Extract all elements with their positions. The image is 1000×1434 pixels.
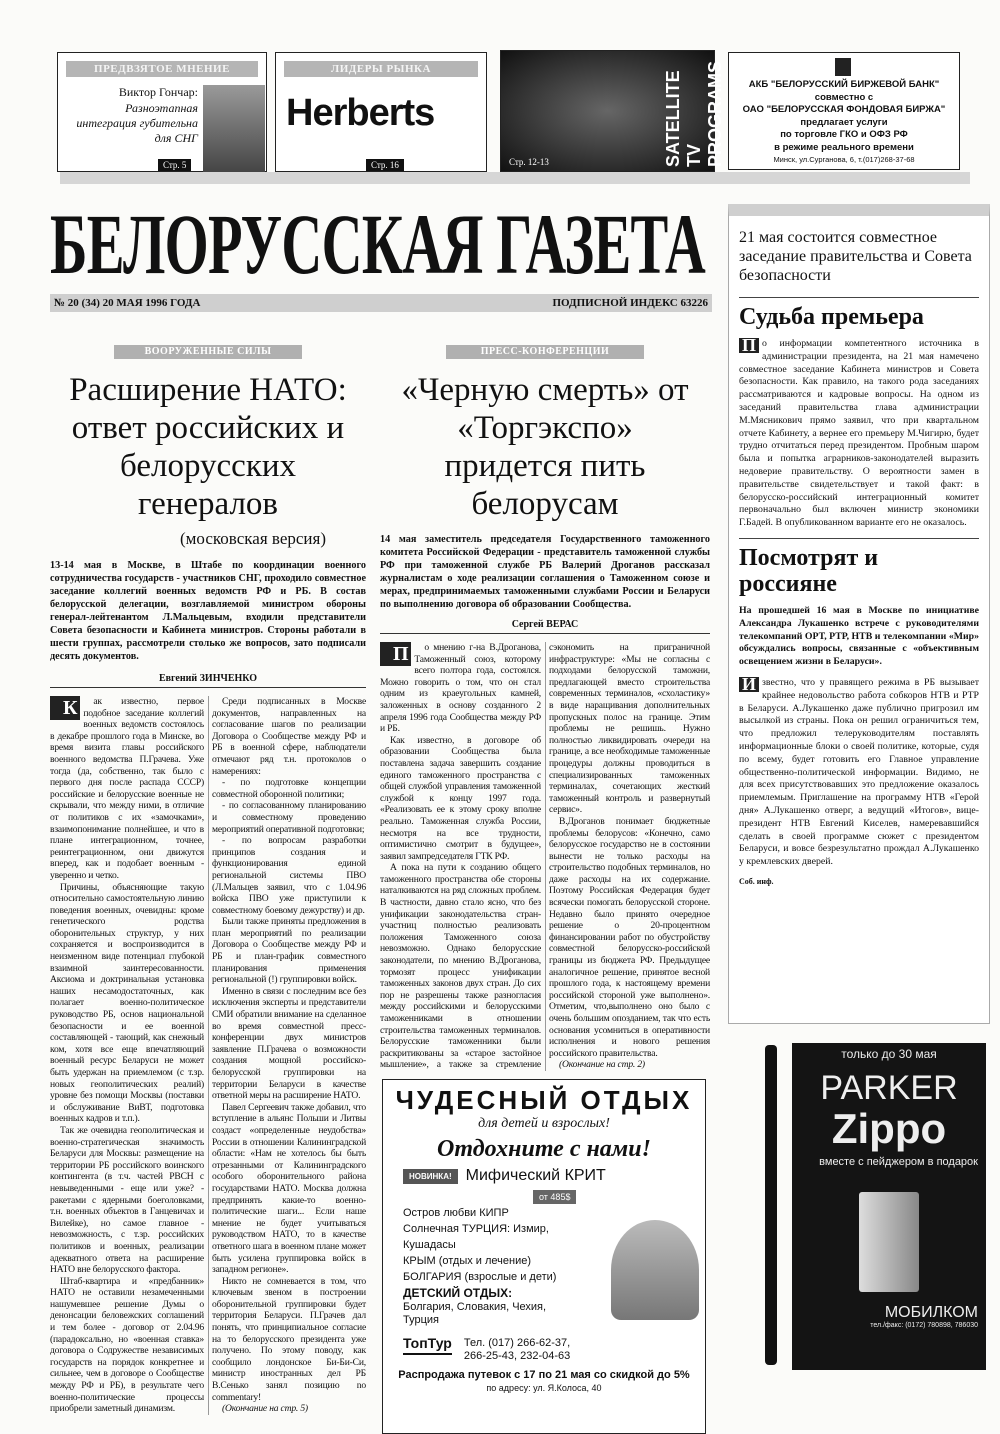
article-lead: 13-14 мая в Москве, в Штабе по координации военного сотрудничества государств - участников СНГ, проходило совместное заседание коллегий военных ведомств РФ и РБ. В состав белорусской делегации, возглавляемой министром обороны генерал-лейтенантом Л.Мальцевым, входили представители Совета безопасности и Кабинета министров. Стороны работали в шести группах, рассмотрели столько же вопросов, зато подписали десять документов. <box>50 560 366 662</box>
bank-line: совместно с <box>814 91 874 103</box>
subscription-index: ПОДПИСНОЙ ИНДЕКС 63226 <box>552 297 708 309</box>
teaser-label: ПРЕДВЗЯТОЕ МНЕНИЕ <box>66 61 258 77</box>
author-photo <box>203 85 265 173</box>
bank-line: в режиме реального времени <box>774 141 914 153</box>
sidebar-headline-premier: Судьба премьера <box>739 297 979 330</box>
article-paragraph: - по согласованному планированию и совместному проведению мероприятий оперативной подготовки; <box>212 800 366 835</box>
parker-zippo-ad[interactable] <box>792 1043 986 1370</box>
herberts-logo: Herberts <box>286 92 435 134</box>
sidebar-signature: Соб. инф. <box>739 876 774 886</box>
newspaper-title: БЕЛОРУССКАЯ ГАЗЕТА <box>50 196 706 292</box>
section-label: ВООРУЖЕННЫЕ СИЛЫ <box>114 345 302 359</box>
page-ref: Стр. 5 <box>158 159 191 171</box>
teaser-opinion[interactable] <box>57 52 267 172</box>
article-headline: «Черную смерть» от «Торгэкспо» придется пить белорусам <box>401 372 689 522</box>
article-paragraph: По мнению г-на В.Дроганова, Таможенный союз, которому всего полтора года, состоялся. Можно говорить о том, что он стал одним из краеугольных камней, заложенных в основу созданного 2 апреля 1996 года Сообщества между РФ и РБ. <box>380 642 541 735</box>
teaser-satellite-tv[interactable] <box>500 50 725 172</box>
ad-address: по адресу: ул. Я.Колоса, 40 <box>486 1383 602 1393</box>
new-badge: НОВИНКА! <box>403 1169 458 1184</box>
teaser-author: Виктор Гончар: <box>118 85 198 99</box>
article-author: Евгений ЗИНЧЕНКО <box>50 673 366 688</box>
article-paragraph: Среди подписанных в Москве документов, направленных на согласование шагов по реализации Договора о Сообществе между РФ и РБ в военной сфере, наблюдатели отмечают ряд т.н. протоколов о намерениях: <box>212 696 366 777</box>
mobilcom-logo: МОБИЛКОМ <box>884 1304 978 1321</box>
article-paragraph: Штаб-квартира и «предбанник» НАТО не оставили незамеченными нашумевшее решение Думы о денонсации беловежских соглашений и тем более - договор от 2.04.96 (парадоксально, но «военная ставка» договора о Содружестве независимых государств на порядок конкретнее и сильнее, чем в договоре о Сообществе между РФ и РБ), в результате чего военно-политические процессы приобрели заметный динамизм. <box>50 1275 204 1415</box>
article-lead: 14 мая заместитель председателя Государственного таможенного комитета Российской Федерации - представитель таможенной службы РФ при таможенной службе РБ Валерий Дроганов рассказал журналистам о ходе реализации соглашения о Таможенном союзе и мерах, предпринимаемых таможенными службами России и Беларуси по выполнению договора об образовании Сообщества. <box>380 534 710 610</box>
sidebar-lead-russians: На прошедшей 16 мая в Москве по инициативе Александра Лукашенко встрече с руководителями телекомпаний ОРТ, РТР, НТВ и телекомпании «Мир» обсуждались вопросы, связанные с «объективным освещением жизни в Беларуси». <box>739 604 979 668</box>
bank-line: ОАО "БЕЛОРУССКАЯ ФОНДОВАЯ БИРЖА" <box>742 104 946 115</box>
lighter-image <box>859 1192 919 1292</box>
travel-ad[interactable] <box>382 1079 706 1434</box>
article-body <box>380 642 710 1071</box>
article-author: Сергей ВЕРАС <box>380 619 710 634</box>
toptour-logo: ТопТур <box>403 1337 452 1355</box>
teaser-market-leaders[interactable] <box>275 52 487 172</box>
article-paragraph: (Окончание на стр. 5) <box>222 1403 308 1415</box>
ad-line: Солнечная ТУРЦИЯ: Измир, Кушадасы <box>403 1223 549 1251</box>
ad-line: Остров любви КИПР <box>403 1207 509 1219</box>
bank-line: по торговле ГКО и ОФЗ РФ <box>780 129 908 140</box>
article-paragraph: Как известно, первое подобное заседание коллегий военных ведомств состоялось в декабре прошлого года в Минске, во время визита главы российского военного ведомства П.Грачева. Уже тогда (да, собственно, так было с первого дня после распада СССР) российские и белорусские военные не скрывали, что между ними, в отличие от политиков с их «замочками», взаимопонимание полнейшее, и что в плане интеграционном, точнее, реинтеграционном, они движутся вперед, как и подобает военным - уверенно и четко. <box>50 696 204 881</box>
article-paragraph: В.Дроганов понимает бюджетные проблемы белорусов: «Конечно, само белорусское государство не в состоянии вынести не только расходы на строительство подобных терминалов, но даже расходы на их содержание. Поэтому Российская Федерация будет всячески помогать белорусской стороне. Недавно было принято очередное решение о 20-процентном финансировании работ по обустройству совместной белорусско-российской границы из бюджета РФ. Предыдущее аналогичное решение, принятое весной прошлого года, к настоящему времени российской стороной уже выполнено». Отметим, что,выполнено оно было с очень большим опозданием, так что есть основания усомниться в оперативности исполнения и нового решения российского правительства. <box>549 815 710 1059</box>
section-label: ПРЕСС-КОНФЕРЕНЦИИ <box>446 345 644 359</box>
ad-title: ЧУДЕСНЫЙ ОТДЫХ <box>395 1085 693 1115</box>
article-customs <box>380 345 710 1071</box>
teaser-label: ЛИДЕРЫ РЫНКА <box>284 61 478 77</box>
bank-address: Минск, ул.Сурганова, 6, т.(017)268-37-68 <box>773 155 915 164</box>
sidebar-text-premier: По информации компетентного источника в администрации президента, на 21 мая намечено совместное заседание Кабинета министров и Совета безопасности. Как правило, на такого рода заседаниях рассматриваются и кадровые вопросы. На одном из заседаний правительства глава администрации М.Мясникович прямо заявил, что при квартальном отчете Кабинету, а вернее его премьеру М.Чигирю, будет трудно отчитаться перед президентом. Пробным шаром была и попытка аграрников-законодателей выразить недоверие правительству. О вероятности замен в правительстве свидетельствует и такой факт: в белорусско-российский интеграционный комитет первоначально был включен министр экономики Г.Бадей. В опубликованном варианте его не оказалось. <box>739 335 979 529</box>
article-paragraph: Никто не сомневается в том, что ключевым звеном в построении оборонительной группировки будет территория Беларуси. П.Грачев дал понять, что принципиальное согласие на то белорусского президента уже получено. По этому поводу, как сообщило лондонское Би-Би-Си, министр иностранных дел РБ В.Сенько занял позицию no commentary! <box>212 1275 366 1403</box>
article-paragraph: Как известно, в договоре об образовании Сообщества была поставлена задача завершить создание единого таможенного пространства с общей службой управления таможенной службой к концу 1997 года. «Реализовать ее к этому сроку вполне реально. Таможенная служба России, несмотря на все трудности, оптимистично смотрит в будущее», заявил зампредседателя ГТК РФ. <box>380 734 541 862</box>
ad-line: БОЛГАРИЯ (взрослые и дети) <box>403 1271 557 1283</box>
article-subtitle: (московская версия) <box>180 529 326 548</box>
ad-slogan: Отдохните с нами! <box>437 1136 651 1162</box>
zippo-logo: Zippo <box>831 1105 947 1152</box>
ad-gift-text: вместе с пейджером в подарок <box>819 1156 978 1168</box>
bank-emblem-icon <box>835 58 851 76</box>
ad-subtitle: для детей и взрослых! <box>478 1116 610 1131</box>
sidebar-kicker: 21 мая состоится совместное заседание правительства и Совета безопасности <box>739 229 972 284</box>
article-body <box>50 696 366 1415</box>
pen-image <box>765 1045 777 1365</box>
article-paragraph: Были также приняты предложения в план мероприятий по реализации Договора о Сообществе между РФ и РБ и план-график совместного планирования применения региональной (!) группировки войск. <box>212 916 366 986</box>
article-paragraph: Причины, объясняющие такую относительно самостоятельную линию поведения военных, очевидны: кроме генетического родства оборонительных структур, у них сохраняется и воспроизводится в неизменном виде потенциал глубокой взаимной заинтересованности. Аксиома и доктринальная установка наших несамодостаточных, как полагает военно-политическое руководство РБ, основ национальной безопасности и ее военной составляющей - тающий, как снежный ком, хотя все еще впечатляющий военный ресурс Беларуси не может быть удержан на приемлемом (с т.зр. новых геополитических реалий) уровне без помощи Москвы (поставки и обслуживание ВиВТ, подготовка военных кадров и т.п.). <box>50 881 204 1125</box>
bank-line: АКБ "БЕЛОРУССКИЙ БИРЖЕВОЙ БАНК" <box>748 79 940 90</box>
sidebar-news <box>728 204 990 1024</box>
ad-sale: Распродажа путевок с 17 по 21 мая со скидкой до 5% <box>398 1369 690 1381</box>
sidebar-headline-russians: Посмотрят и россияне <box>739 538 979 597</box>
parker-logo: PARKER <box>820 1069 958 1107</box>
ad-phones: Тел. (017) 266-62-37, 266-25-43, 232-04-63 <box>463 1337 571 1362</box>
article-paragraph: Именно в связи с последним все без исключения эксперты и представители СМИ обратили внимание на сделанное во время совместной пресс-конференции двух министров заявление П.Грачева о возможности создания мощной российско-белорусской группировки на территории Беларуси в качестве ответной меры на расширение НАТО. <box>212 985 366 1102</box>
article-paragraph: А пока на пути к созданию общего таможенного пространства обе стороны наталкиваются на ряд сложных проблем. В частности, давно стало ясно, что без унификации законодательства стран-участниц полностью реализовать положения Таможенного союза невозможно. Однако белорусские законодатели, по мнению В.Дроганова, тормозят процесс унификации таможенных законов двух стран. До сих пор не разрешены также разногласия между российскими и белорусскими таможенниками в отношении строительства таможенных терминалов. Белорусские таможенники были раскритикованы за «старое застойное мышление», а также за стремление сэкономить на приграничной инфраструктуре: «Мы не согласны с подходами белорусской таможни, предлагающей вместо строительства современных терминалов, «схоластику» в виде наращивания дополнительных пропускных полос на границе. Этим проблемы не решишь. Нужно полностью ликвидировать очереди на границе, а все необходимые таможенные процедуры должны проводиться в специализированных таможенных терминалах, сочетающих жесткий таможенный контроль и развернутый сервис». <box>380 642 710 1071</box>
page-ref: Стр. 16 <box>366 159 404 171</box>
article-paragraph: Так же очевидна геополитическая и военно-стратегическая значимость Беларуси для Москвы: размещение на территории РБ российского воинского контингента (в т.ч. частей РВСН с невыведенными - еще или уже? - ракетами с ядерными боеголовками, т.н. военных объектов в Ганцевичах и Вилейке), но самое главное - невозможность, с т.зр. российских политиков и военных, реализации адекватного ответа на расширение НАТО вне белорусского фактора. <box>50 1124 204 1276</box>
teaser-shadow <box>60 172 970 184</box>
article-paragraph: (Окончание на стр. 2) <box>559 1059 645 1071</box>
teaser-text: Разноэтапная интеграция губительна для СНГ <box>76 101 198 145</box>
bank-line: предлагает услуги <box>800 116 888 128</box>
mobilcom-phone: тел./факс: (0172) 780898, 786030 <box>870 1322 978 1329</box>
sidebar-text-russians: Известно, что у правящего режима в РБ вызывает крайнее недовольство работа собкоров НТВ и РТР в Беларуси. А.Лукашенко даже публично пригрозил им высылкой из страны. Пока он решил ограничиться тем, что предложил телеруководителям поставлять информационные блоки о своей политике, которые, судя по всему, будет готовить его Главное управление общественно-политической информации. Видимо, не для всех присутствовавших это предложение оказалось приемлемым. Приглашение на программу НТВ «Герой дня» А.Лукашенко отверг, а ведущий «Итогов», вице-президент НТВ Евгений Киселев, намеревавшийся сделать в своей программе сюжет с президентом Беларуси, и вовсе безрезультатно прождал А.Лукашенко у кремлевских дверей. <box>739 673 979 868</box>
issue-bar <box>50 294 712 312</box>
ad-line: ДЕТСКИЙ ОТДЫХ: <box>403 1286 513 1300</box>
bank-ad[interactable] <box>728 52 960 170</box>
ad-line: КРЫМ (отдых и лечение) <box>403 1255 532 1267</box>
page-ref: Стр. 12-13 <box>509 157 549 167</box>
ad-line: Болгария, Словакия, Чехия, Турция <box>403 1301 547 1326</box>
article-paragraph: - по подготовке концепции совместной оборонной политики; <box>212 777 366 800</box>
article-nato <box>50 345 366 1415</box>
couple-umbrella-image <box>611 1220 699 1320</box>
article-headline: Расширение НАТО: ответ российских и белорусских генералов <box>69 372 347 522</box>
article-paragraph: Павел Сергеевич также добавил, что вступление в альянс Польши и Литвы создаст «определенные неудобства» России в отношении Калининградской области: «Нам не хотелось бы быть отрезанными от Калининградского особого оборонительного района государствами НАТО. Москва должна предпринять какие-то военно-политические шаги... Если наше мнение не будет учитываться руководством НАТО, то в качестве ответного шага в военном плане может быть усилена группировка войск в западном регионе». <box>212 1101 366 1276</box>
satellite-title: SATELLITE TV PROGRAMS <box>663 60 725 167</box>
ad-featured: Мифический КРИТ <box>465 1167 606 1184</box>
ad-offer: только до 30 мая <box>841 1047 937 1061</box>
issue-number: № 20 (34) 20 МАЯ 1996 ГОДА <box>54 297 201 309</box>
price-badge: от 485$ <box>533 1190 576 1204</box>
article-paragraph: - по вопросам разработки принципов создания и функционирования единой региональной системы ПВО (Л.Мальцев заявил, что с 1.04.96 войска ПВО уже приступили к совместному боевому дежурству) и др. <box>212 835 366 916</box>
